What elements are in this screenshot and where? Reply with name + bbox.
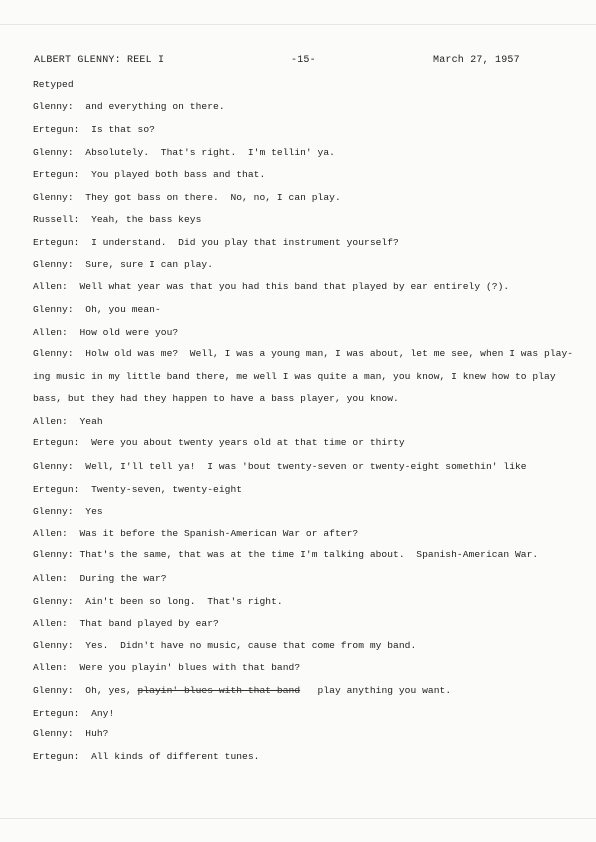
transcript-line: Glenny: Absolutely. That's right. I'm tellin' ya. — [33, 147, 335, 158]
transcript-line: Glenny: Ain't been so long. That's right. — [33, 596, 283, 607]
transcript-line: Ertegun: Were you about twenty years old at that time or thirty — [33, 437, 405, 448]
transcript-line: Allen: Well what year was that you had this band that played by ear entirely (?). — [33, 281, 510, 292]
transcript-line: Ertegun: You played both bass and that. — [33, 169, 266, 180]
transcript-line: Allen: Were you playin' blues with that band? — [33, 662, 301, 673]
transcript-line: Glenny: Well, I'll tell ya! I was 'bout twenty-seven or twenty-eight somethin' like — [33, 461, 527, 472]
transcript-line: Ertegun: Twenty-seven, twenty-eight — [33, 484, 243, 495]
transcript-line: Glenny: Yes. Didn't have no music, cause that come from my band. — [33, 640, 417, 651]
transcript-line: ing music in my little band there, me well I was quite a man, you know, I knew how to play — [33, 371, 556, 382]
transcript-line: Glenny: Yes — [33, 506, 103, 517]
transcript-line: Allen: That band played by ear? — [33, 618, 219, 629]
transcript-line: bass, but they had they happen to have a bass player, you know. — [33, 393, 399, 404]
transcript-line: Allen: During the war? — [33, 573, 167, 584]
struck-text: playin' blues with that band — [137, 685, 301, 696]
line-prefix: Glenny: Oh, yes, — [33, 685, 138, 696]
transcript-line: Glenny: Sure, sure I can play. — [33, 259, 214, 270]
transcript-line: Allen: Was it before the Spanish-American War or after? — [33, 528, 359, 539]
header-title: ALBERT GLENNY: REEL I — [34, 55, 165, 66]
line-suffix: play anything you want. — [300, 685, 452, 696]
transcript-line: Russell: Yeah, the bass keys — [33, 214, 202, 225]
transcript-line: Glenny: and everything on there. — [33, 101, 225, 112]
transcript-line: Glenny: Huh? — [33, 728, 109, 739]
transcript-line: Ertegun: I understand. Did you play that instrument yourself? — [33, 237, 399, 248]
transcript-line: Glenny: Holw old was me? Well, I was a young man, I was about, let me see, when I was play- — [33, 348, 574, 359]
page-number: -15- — [291, 55, 316, 66]
transcript-line: Ertegun: Is that so? — [33, 124, 155, 135]
transcript-line: Glenny: That's the same, that was at the time I'm talking about. Spanish-American War. — [33, 549, 539, 560]
transcript-line: Glenny: They got bass on there. No, no, I can play. — [33, 192, 341, 203]
header-date: March 27, 1957 — [433, 55, 520, 66]
page-header — [34, 55, 554, 69]
transcript-line: Ertegun: All kinds of different tunes. — [33, 751, 260, 762]
transcript-line-with-strikeout — [33, 685, 563, 697]
transcript-line: Glenny: Oh, you mean- — [33, 304, 161, 315]
transcript-line: Allen: Yeah — [33, 416, 103, 427]
transcript-line: Ertegun: Any! — [33, 708, 115, 719]
transcript-line: Allen: How old were you? — [33, 327, 179, 338]
page-edge-bottom — [0, 818, 596, 819]
transcript-line: Retyped — [33, 79, 74, 90]
page-edge-top — [0, 24, 596, 25]
